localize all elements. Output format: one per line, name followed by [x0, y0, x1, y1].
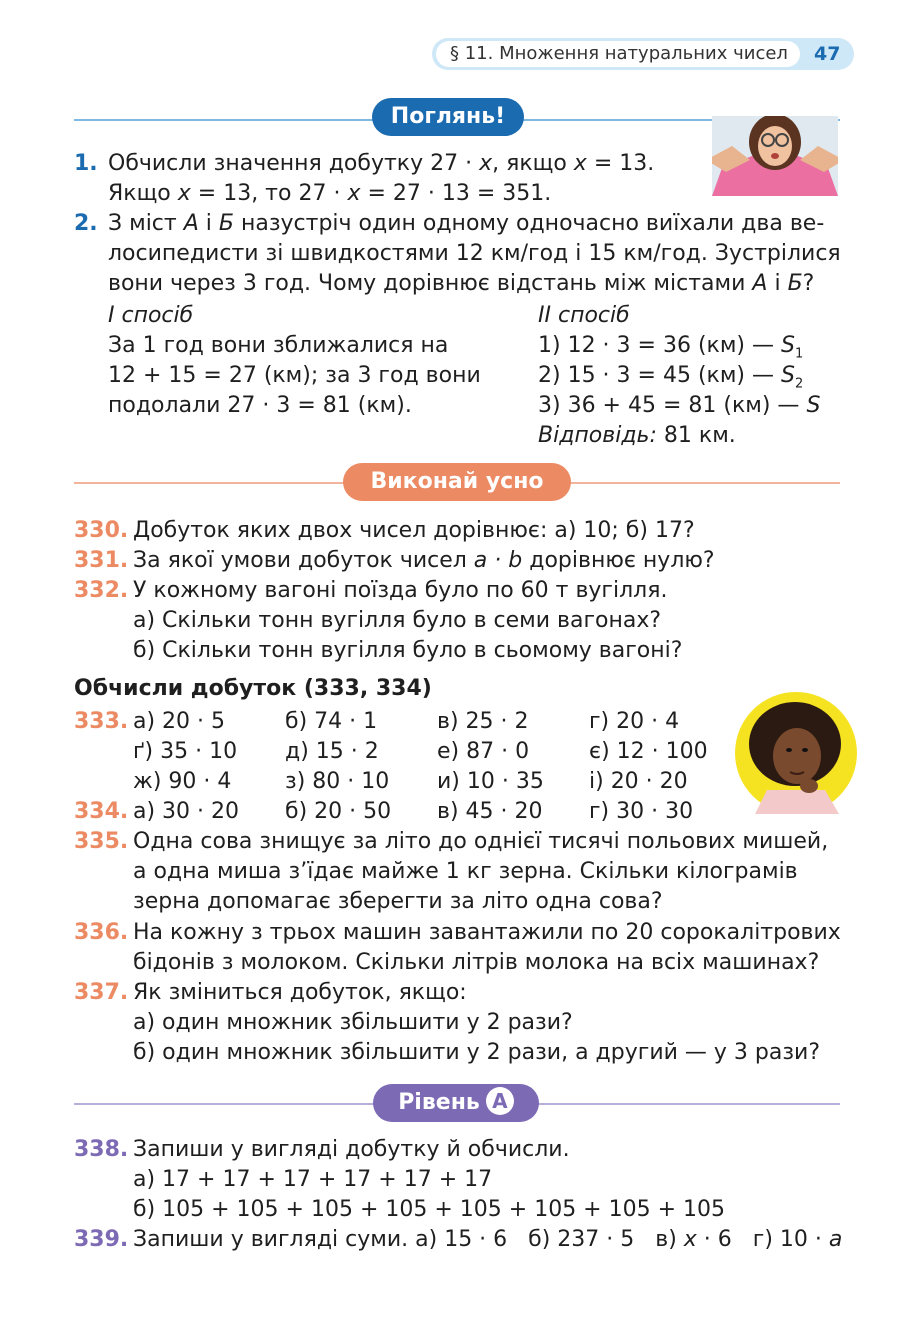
answer-line: Відповідь: 81 км.	[538, 423, 736, 448]
thinking-girl-illustration	[735, 692, 857, 814]
method-1-title: І спосіб	[108, 303, 194, 328]
problem-number: 335.	[74, 829, 129, 854]
grid-cell: в) 25 · 2	[437, 709, 529, 734]
problem-text: У кожному вагоні поїзда було по 60 т вугілля.	[133, 578, 668, 603]
example-1-line: Обчисли значення добутку 27 · x, якщо x = 13.	[108, 151, 655, 176]
grid-cell: ж) 90 · 4	[133, 769, 232, 794]
grid-cell: а) 20 · 5	[133, 709, 226, 734]
problem-text: Добуток яких двох чисел дорівнює: а) 10; б) 17?	[133, 518, 695, 543]
section-pill-oral: Виконай усно	[343, 463, 571, 501]
problem-number: 330.	[74, 518, 129, 543]
grid-cell: д) 15 · 2	[285, 739, 379, 764]
method-2-title: ІІ спосіб	[538, 303, 630, 328]
problem-text: Запиши у вигляді добутку й обчисли.	[133, 1137, 570, 1162]
example-2-line: вони через 3 год. Чому дорівнює відстань між містами А і Б?	[108, 271, 815, 296]
problem-text: Одна сова знищує за літо до однієї тисячі польових мишей,	[133, 829, 829, 854]
section-pill-level: Рівень A	[373, 1084, 539, 1122]
page-number: 47	[814, 43, 841, 65]
example-1-solution: Якщо x = 13, то 27 · x = 27 · 13 = 351.	[108, 181, 552, 206]
grid-cell: г) 20 · 4	[589, 709, 680, 734]
method-2-line: 1) 12 · 3 = 36 (км) — $S_1$	[538, 333, 804, 362]
problem-number: 332.	[74, 578, 129, 603]
problem-text: бідонів з молоком. Скільки літрів молока на всіх машинах?	[133, 950, 820, 975]
example-number: 2.	[74, 211, 98, 236]
problem-text: зерна допомагає зберегти за літо одна сова?	[133, 889, 663, 914]
grid-cell: є) 12 · 100	[589, 739, 708, 764]
problem-number: 331.	[74, 548, 129, 573]
problem-text: Запиши у вигляді суми. а) 15 · 6 б) 237 · 5 в) x · 6 г) 10 · a	[133, 1227, 843, 1252]
method-1-line: подолали 27 · 3 = 81 (км).	[108, 393, 412, 418]
girl-with-glasses-illustration	[712, 116, 838, 196]
method-2-line: 2) 15 · 3 = 45 (км) — $S_2$	[538, 363, 804, 392]
problem-number: 333.	[74, 709, 129, 734]
grid-cell: е) 87 · 0	[437, 739, 530, 764]
problem-text: За якої умови добуток чисел a · b дорівнює нулю?	[133, 548, 715, 573]
problem-subitem: а) Скільки тонн вугілля було в семи вагонах?	[133, 608, 662, 633]
example-2-line: лосипедисти зі швидкостями 12 км/год і 15 км/год. Зустрілися	[108, 241, 841, 266]
problem-text: На кожну з трьох машин завантажили по 20 сорокалітрових	[133, 920, 841, 945]
section-pill-look: Поглянь!	[372, 98, 524, 136]
grid-cell: і) 20 · 20	[589, 769, 688, 794]
method-2-line: 3) 36 + 45 = 81 (км) — S	[538, 393, 821, 418]
method-1-line: За 1 год вони зближалися на	[108, 333, 449, 358]
problem-number: 337.	[74, 980, 129, 1005]
problem-subitem: б) один множник збільшити у 2 рази, а другий — у 3 рази?	[133, 1040, 821, 1065]
problem-subitem: а) один множник збільшити у 2 рази?	[133, 1010, 573, 1035]
grid-cell: а) 30 · 20	[133, 799, 240, 824]
subheading: Обчисли добуток (333, 334)	[74, 676, 432, 701]
method-1-line: 12 + 15 = 27 (км); за 3 год вони	[108, 363, 481, 388]
problem-number: 336.	[74, 920, 129, 945]
problem-text: Як зміниться добуток, якщо:	[133, 980, 467, 1005]
text: Обчисли значення добутку 27 ·	[108, 151, 480, 176]
grid-cell: г) 30 · 30	[589, 799, 694, 824]
problem-number: 338.	[74, 1137, 129, 1162]
example-number: 1.	[74, 151, 98, 176]
grid-cell: б) 74 · 1	[285, 709, 378, 734]
grid-cell: и) 10 · 35	[437, 769, 544, 794]
level-badge: A	[486, 1087, 514, 1115]
grid-cell: з) 80 · 10	[285, 769, 390, 794]
problem-subitem: б) 105 + 105 + 105 + 105 + 105 + 105 + 105 + 105	[133, 1197, 726, 1222]
problem-number: 339.	[74, 1227, 129, 1252]
problem-text: а одна миша з’їдає майже 1 кг зерна. Скільки кілограмів	[133, 859, 798, 884]
grid-cell: б) 20 · 50	[285, 799, 392, 824]
grid-cell: ґ) 35 · 10	[133, 739, 238, 764]
problem-subitem: б) Скільки тонн вугілля було в сьомому вагоні?	[133, 638, 683, 663]
header-title: § 11. Множення натуральних чисел	[450, 43, 788, 64]
grid-cell: в) 45 · 20	[437, 799, 543, 824]
problem-number: 334.	[74, 799, 129, 824]
example-2-line: З міст А і Б назустріч один одному одночасно виїхали два ве-	[108, 211, 825, 236]
problem-subitem: а) 17 + 17 + 17 + 17 + 17 + 17	[133, 1167, 493, 1192]
